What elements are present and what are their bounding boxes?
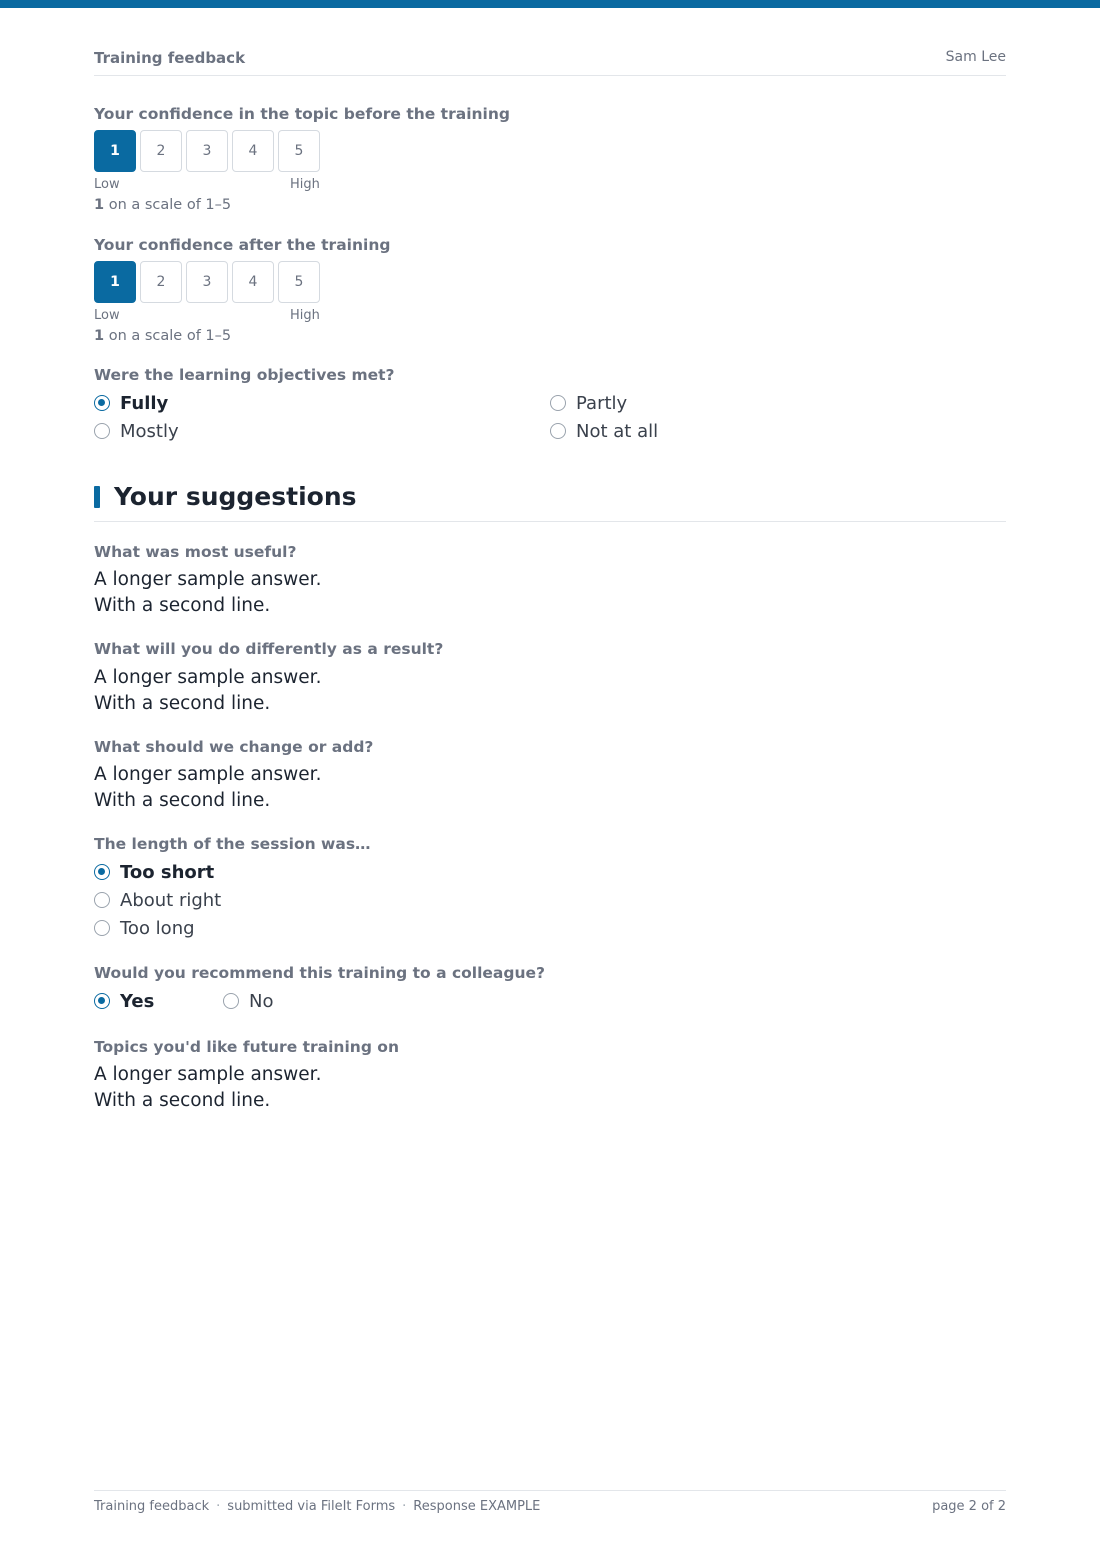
form-page	[94, 0, 1006, 1556]
scale-high-label: High	[290, 177, 320, 192]
scale-high-label: High	[290, 308, 320, 323]
radio-option-no[interactable]	[223, 990, 273, 1012]
rating-option-2[interactable]: 2	[140, 130, 182, 172]
rating-summary	[94, 328, 231, 344]
radio-label: No	[249, 990, 274, 1012]
scale-low-label: Low	[94, 177, 120, 192]
page-number: page 2 of 2	[932, 1499, 1006, 1514]
answer-line: With a second line.	[94, 789, 271, 811]
answer-line: A longer sample answer.	[94, 569, 322, 590]
question-label-objectives: Were the learning objectives met?	[94, 366, 395, 384]
page-footer	[94, 1490, 1006, 1520]
radio-checked-icon	[94, 395, 110, 411]
radio-unchecked-icon	[94, 892, 110, 908]
radio-option-not-at-all[interactable]	[550, 420, 658, 442]
question-label-session-length: The length of the session was…	[94, 835, 371, 853]
rating-option-5[interactable]: 5	[278, 130, 320, 172]
radio-label: Too long	[120, 917, 195, 939]
footer-info	[94, 1499, 540, 1514]
page-header	[94, 48, 1006, 76]
rating-scale-before	[94, 130, 324, 172]
radio-label: Yes	[120, 990, 155, 1012]
rating-option-3[interactable]: 3	[186, 261, 228, 303]
radio-option-too-short[interactable]	[94, 861, 214, 883]
question-label-confidence-after: Your confidence after the training	[94, 236, 391, 254]
respondent-name: Sam Lee	[945, 49, 1006, 65]
radio-label: Fully	[120, 392, 169, 414]
radio-option-yes[interactable]	[94, 990, 154, 1012]
radio-checked-icon	[94, 993, 110, 1009]
rating-option-1[interactable]: 1	[94, 261, 136, 303]
radio-unchecked-icon	[550, 423, 566, 439]
answer-line: With a second line.	[94, 1089, 271, 1111]
radio-unchecked-icon	[550, 395, 566, 411]
question-label-change-or-add: What should we change or add?	[94, 738, 374, 756]
answer-most-useful	[94, 567, 321, 618]
footer-form-name: Training feedback	[94, 1499, 210, 1514]
rating-option-4[interactable]: 4	[232, 261, 274, 303]
rating-value: 1	[94, 328, 105, 344]
section-title: Your suggestions	[114, 482, 357, 511]
scale-low-label: Low	[94, 308, 120, 323]
answer-line: With a second line.	[94, 594, 271, 616]
answer-line: With a second line.	[94, 692, 271, 714]
answer-change-or-add	[94, 762, 321, 813]
section-header	[94, 484, 1006, 522]
question-label-most-useful: What was most useful?	[94, 543, 297, 561]
answer-line: A longer sample answer.	[94, 764, 322, 785]
radio-unchecked-icon	[223, 993, 239, 1009]
rating-value: 1	[94, 197, 105, 213]
radio-label: Not at all	[576, 420, 659, 442]
answer-do-differently	[94, 665, 321, 716]
radio-option-mostly[interactable]	[94, 420, 179, 442]
rating-summary-text: on a scale of 1–5	[104, 197, 232, 213]
rating-scale-after	[94, 261, 324, 303]
rating-summary-text: on a scale of 1–5	[104, 328, 232, 344]
rating-option-1[interactable]: 1	[94, 130, 136, 172]
radio-label: About right	[120, 889, 222, 911]
answer-line: A longer sample answer.	[94, 667, 322, 688]
radio-option-fully[interactable]	[94, 392, 168, 414]
question-label-do-differently: What will you do differently as a result?	[94, 640, 444, 658]
radio-option-partly[interactable]	[550, 392, 627, 414]
answer-future-topics	[94, 1062, 321, 1113]
radio-option-too-long[interactable]	[94, 917, 195, 939]
footer-separator: ·	[402, 1499, 407, 1514]
question-label-confidence-before: Your confidence in the topic before the training	[94, 105, 510, 123]
footer-submitted: submitted via FileIt Forms	[227, 1499, 396, 1514]
radio-unchecked-icon	[94, 423, 110, 439]
question-label-future-topics: Topics you'd like future training on	[94, 1038, 399, 1056]
radio-label: Mostly	[120, 420, 179, 442]
radio-unchecked-icon	[94, 920, 110, 936]
answer-line: A longer sample answer.	[94, 1064, 322, 1085]
footer-separator: ·	[216, 1499, 221, 1514]
radio-option-about-right[interactable]	[94, 889, 221, 911]
section-accent-bar	[94, 486, 100, 508]
radio-checked-icon	[94, 864, 110, 880]
form-title: Training feedback	[94, 49, 246, 67]
rating-option-2[interactable]: 2	[140, 261, 182, 303]
rating-option-4[interactable]: 4	[232, 130, 274, 172]
rating-option-3[interactable]: 3	[186, 130, 228, 172]
rating-summary	[94, 197, 231, 213]
rating-option-5[interactable]: 5	[278, 261, 320, 303]
radio-label: Too short	[120, 861, 215, 883]
radio-label: Partly	[576, 392, 628, 414]
question-label-recommend: Would you recommend this training to a colleague?	[94, 964, 546, 982]
footer-response-id: Response EXAMPLE	[413, 1499, 541, 1514]
